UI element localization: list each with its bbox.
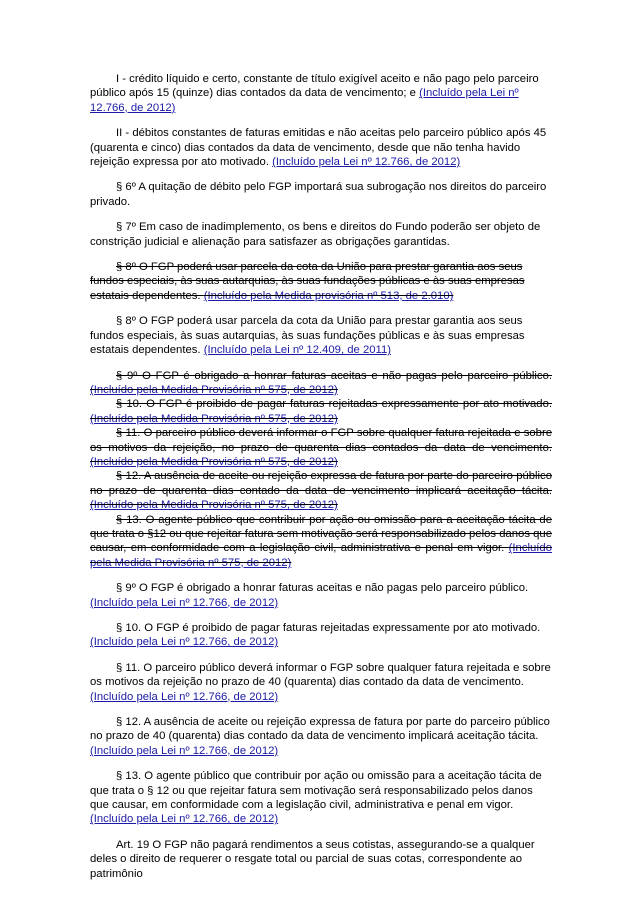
paragraph-text: § 12. A ausência de aceite ou rejeição expressa de fatura por parte do parceiro público no prazo de 40 (quarenta) dias contado da data de vencimento implicará aceitação tácita.: [90, 716, 550, 743]
paragraph-11-revoked: [90, 426, 552, 469]
source-link[interactable]: (Incluído pela Lei nº 12.766, de 2012): [90, 744, 279, 757]
paragraph-text: § 12. A ausência de aceite ou rejeição expressa de fatura por parte do parceiro público no prazo de quarenta dias contado da data de vencimento implicará aceitação tácita.: [90, 470, 552, 497]
paragraph-10-revoked: [90, 397, 552, 426]
paragraph-text: § 13. O agente público que contribuir por ação ou omissão para a aceitação tácita de que trata o § 12 ou que rejeitar fatura sem motivação será responsabilizado pelos danos que causar, em conformidade com a legislação civil, administrativa e penal em vigor.: [90, 770, 542, 812]
paragraph-text: Art. 19 O FGP não pagará rendimentos a seus cotistas, assegurando-se a qualquer deles o direito de requerer o resgate total ou parcial de suas cotas, correspondente ao patrimônio: [90, 838, 535, 880]
source-link[interactable]: (Incluído pela Lei nº 12.766, de 2012): [272, 156, 461, 169]
paragraph-text: § 8º O FGP poderá usar parcela da cota da União para prestar garantia aos seus fundos especiais, às suas autarquias, às suas fundações públicas e às suas empresas estatais dependentes.: [90, 315, 525, 357]
paragraph-inciso-i: [90, 72, 552, 115]
document-body: [90, 72, 552, 892]
source-link[interactable]: (Incluído pela Lei nº 12.766, de 2012): [90, 87, 519, 114]
paragraph-text: § 9º O FGP é obrigado a honrar faturas aceitas e não pagas pelo parceiro público.: [116, 582, 529, 595]
paragraph-text: § 9º O FGP é obrigado a honrar faturas aceitas e não pagas pelo parceiro público.: [116, 369, 552, 382]
paragraph-text: II - débitos constantes de faturas emitidas e não aceitas pelo parceiro público após 45 (quarenta e cinco) dias contados da data de vencimento, desde que não tenha havido rejeição expressa por ato motivado.: [90, 127, 547, 169]
paragraph-12-revoked: [90, 469, 552, 512]
paragraph-text: § 10. O FGP é proibido de pagar faturas rejeitadas expressamente por ato motivado.: [116, 622, 541, 634]
paragraph-9-revoked: [90, 369, 552, 398]
source-link[interactable]: (Incluído pela Lei nº 12.766, de 2012): [90, 690, 279, 703]
source-link[interactable]: (Incluído pela Medida Provisória nº 575, de 2012): [90, 455, 338, 468]
paragraph-text: § 6º A quitação de débito pelo FGP importará sua subrogação nos direitos do parceiro privado.: [90, 181, 547, 208]
paragraph-12: [90, 715, 552, 758]
paragraph-text: § 7º Em caso de inadimplemento, os bens e direitos do Fundo poderão ser objeto de constrição judicial e alienação para satisfazer as obrigações garantidas.: [90, 221, 541, 248]
paragraph-6: [90, 180, 552, 209]
paragraph-13: [90, 769, 552, 827]
paragraph-11: [90, 661, 552, 704]
paragraph-art-19: [90, 838, 552, 881]
paragraph-text: § 11. O parceiro público deverá informar o FGP sobre qualquer fatura rejeitada e sobre os motivos da rejeição, no prazo de quarenta dias contados da data de vencimento.: [90, 427, 552, 454]
source-link[interactable]: (Incluído pela Medida provisória nº 513, de 2.010): [203, 289, 454, 302]
source-link[interactable]: (Incluído pela Lei nº 12.766, de 2012): [90, 596, 279, 609]
paragraph-text: § 13. O agente público que contribuir por ação ou omissão para a aceitação tácita de que trata o §12 ou que rejeitar fatura sem motivação será responsabilizado pelos danos que causar, em conformidade com a legislação civil, administrativa e penal em vigor.: [90, 513, 552, 555]
paragraph-text: § 10. O FGP é proibido de pagar faturas rejeitadas expressamente por ato motivado.: [116, 398, 552, 411]
paragraph-10: [90, 621, 552, 650]
paragraph-text: I - crédito líquido e certo, constante de título exigível aceito e não pago pelo parceiro público após 15 (quinze) dias contados da data de vencimento; e: [90, 73, 539, 100]
paragraph-9: [90, 581, 552, 610]
source-link[interactable]: (Incluído pela Lei nº 12.766, de 2012): [90, 636, 279, 649]
paragraph-text: § 8º O FGP poderá usar parcela da cota da União para prestar garantia aos seus fundos especiais, às suas autarquias, às suas fundações públicas e às suas empresas estatais dependentes.: [90, 261, 525, 302]
paragraph-inciso-ii: [90, 126, 552, 169]
paragraph-8-revoked: [90, 260, 552, 303]
paragraph-13-revoked: [90, 513, 552, 571]
source-link[interactable]: (Incluído pela Medida Provisória nº 575, de 2012): [90, 383, 338, 396]
paragraph-7: [90, 220, 552, 249]
source-link[interactable]: (Incluído pela Medida Provisória nº 575, de 2012): [90, 412, 338, 425]
source-link[interactable]: (Incluído pela Lei nº 12.766, de 2012): [90, 813, 279, 826]
paragraph-text: § 11. O parceiro público deverá informar o FGP sobre qualquer fatura rejeitada e sobre os motivos da rejeição no prazo de 40 (quarenta) dias contado da data de vencimento.: [90, 661, 551, 689]
source-link[interactable]: (Incluído pela Lei nº 12.409, de 2011): [203, 344, 392, 357]
source-link[interactable]: (Incluído pela Medida Provisória nº 575, de 2012): [90, 542, 552, 569]
source-link[interactable]: (Incluído pela Medida Provisória nº 575, de 2012): [90, 499, 338, 512]
paragraph-8: [90, 314, 552, 357]
